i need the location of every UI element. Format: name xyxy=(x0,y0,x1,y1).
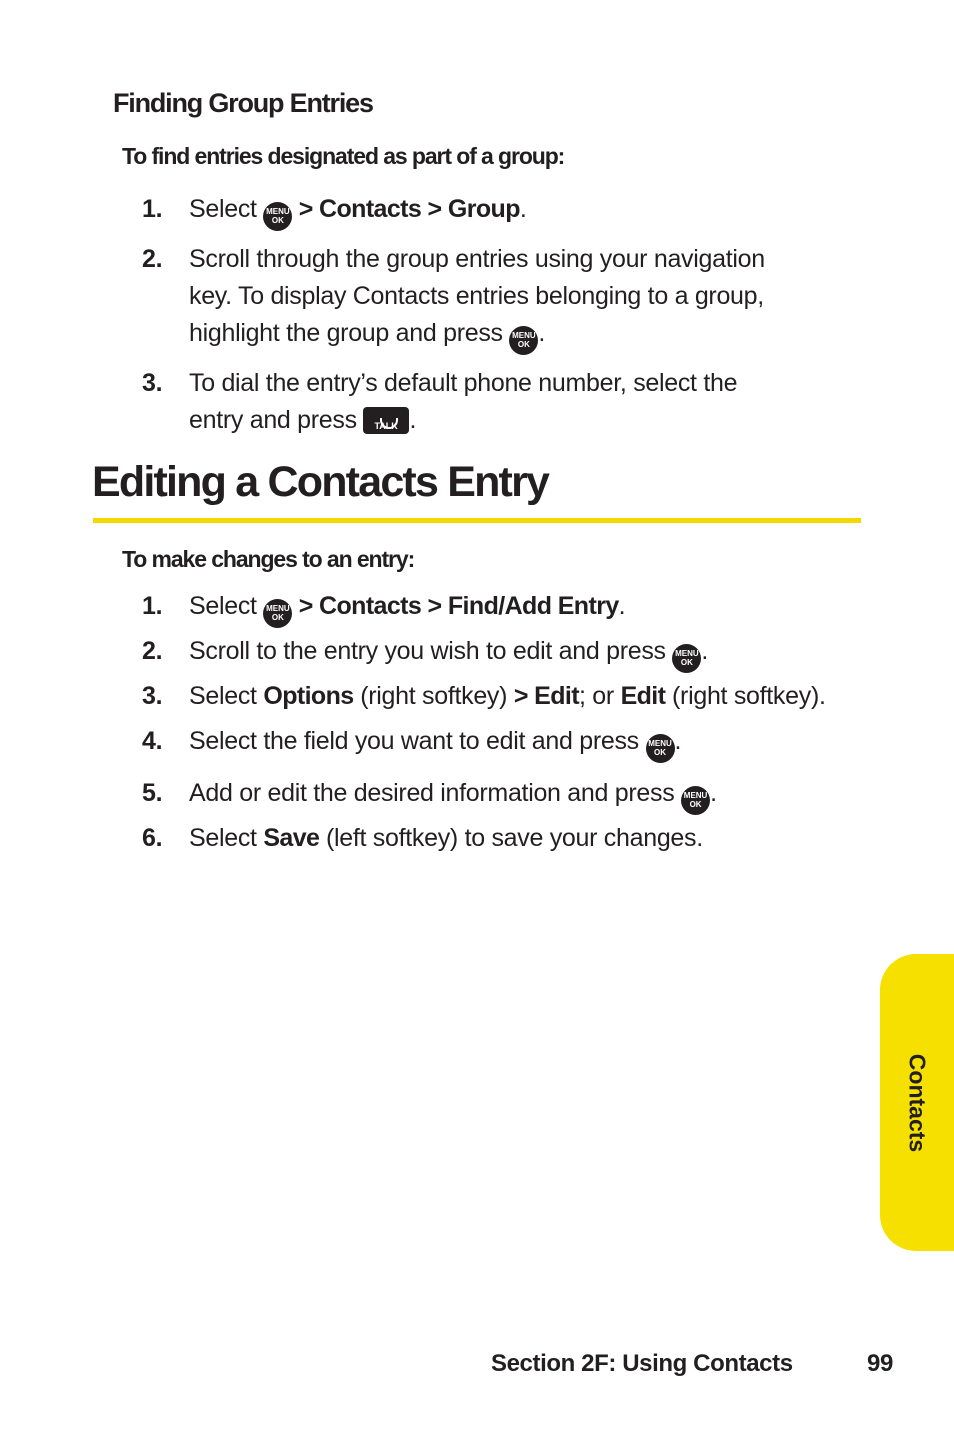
section-tab xyxy=(880,954,954,1251)
step-number: 1. xyxy=(142,592,163,620)
step-number: 3. xyxy=(142,682,163,710)
list-item: 3. Select Options (right softkey) > Edit; or Edit (right softkey). xyxy=(142,678,862,715)
section-title: Editing a Contacts Entry xyxy=(92,458,549,506)
step-number: 1. xyxy=(142,195,163,223)
step-number: 2. xyxy=(142,637,163,665)
menu-ok-icon: MENU OK xyxy=(646,734,675,763)
menu-ok-icon: MENU OK xyxy=(263,599,292,628)
list-item: 3. To dial the entry’s default phone number, select the entry and press TALK . xyxy=(142,365,862,439)
group-intro: To find entries designated as part of a group: xyxy=(122,143,565,169)
menu-ok-icon: MENU OK xyxy=(681,786,710,815)
list-item: 2. Scroll through the group entries using your navigation key. To display Contacts entries belonging to a group, highlight the group and press MENU OK . xyxy=(142,241,862,352)
footer-section: Section 2F: Using Contacts xyxy=(491,1350,793,1377)
menu-ok-icon: MENU OK xyxy=(509,326,538,355)
step-number: 3. xyxy=(142,369,163,397)
step-number: 4. xyxy=(142,727,163,755)
subsection-heading: Finding Group Entries xyxy=(113,88,373,118)
list-item: 1. Select MENU OK > Contacts > Group. xyxy=(142,191,862,228)
list-item: 4. Select the field you want to edit and press MENU OK . xyxy=(142,723,862,760)
step-number: 2. xyxy=(142,245,163,273)
list-item: 5. Add or edit the desired information and press MENU OK . xyxy=(142,775,862,812)
edit-intro: To make changes to an entry: xyxy=(122,546,415,572)
menu-ok-icon: MENU OK xyxy=(263,202,292,231)
menu-ok-icon: MENU OK xyxy=(672,644,701,673)
section-tab-label: Contacts xyxy=(904,1053,931,1152)
step-number: 5. xyxy=(142,779,163,807)
list-item: 6. Select Save (left softkey) to save your changes. xyxy=(142,820,862,857)
title-underline xyxy=(93,518,861,523)
page-number: 99 xyxy=(867,1350,893,1377)
list-item: 1. Select MENU OK > Contacts > Find/Add Entry. xyxy=(142,588,862,625)
list-item: 2. Scroll to the entry you wish to edit and press MENU OK . xyxy=(142,633,862,670)
step-number: 6. xyxy=(142,824,163,852)
talk-key-icon: TALK xyxy=(363,407,409,434)
